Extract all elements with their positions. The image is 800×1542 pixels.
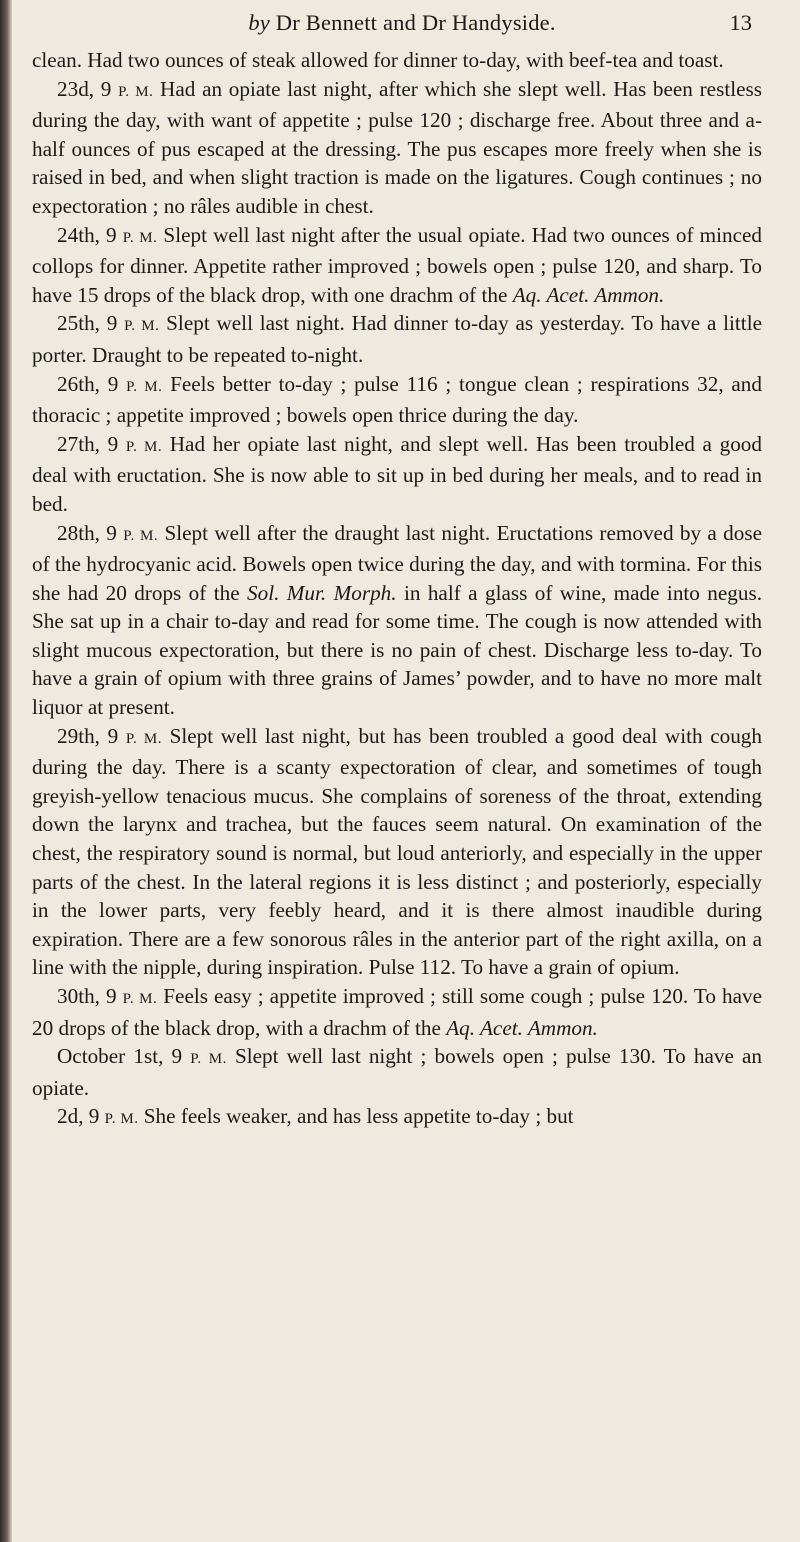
- entry-text: Feels better to-day ; pulse 116 ; tongue clean ; respirations 32, and thoracic ; appetite improved ; bowels open thrice during the day.: [32, 371, 762, 428]
- entry-italic-remedy: Sol. Mur. Morph.: [247, 580, 397, 605]
- entry-text: Had an opiate last night, after which she slept well. Has been restless during the day, with want of appetite ; pulse 120 ; discharge free. About three and a-half ounces of pus escaped at the dressing. The pus escapes more freely when she is raised in bed, and when slight traction is made on the ligatures. Cough continues ; no expectoration ; no râles audible in chest.: [32, 76, 762, 218]
- diary-entry-29th: [32, 722, 762, 982]
- entry-date: 2d, 9: [57, 1104, 105, 1129]
- running-title-prefix: by: [248, 10, 270, 35]
- entry-italic-remedy: Aq. Acet. Ammon.: [446, 1015, 598, 1040]
- entry-date: 24th, 9: [57, 222, 123, 247]
- entry-text: Feels easy ; appetite improved ; still some cough ; pulse 120. To have 20 drops of the black drop, with a drachm of the: [32, 984, 762, 1040]
- entry-date: 30th, 9: [57, 984, 123, 1008]
- entry-time: P. M.: [122, 991, 158, 1007]
- diary-entry-26th: [32, 370, 762, 430]
- entry-time: P. M.: [125, 438, 163, 455]
- entry-italic-remedy: Aq. Acet. Ammon.: [512, 282, 665, 307]
- entry-time: P. M.: [123, 527, 159, 544]
- paragraph-text: clean. Had two ounces of steak allowed for dinner to-day, with beef-tea and toast.: [32, 48, 724, 72]
- entry-time: P. M.: [122, 229, 158, 246]
- running-title-authors: Dr Bennett and Dr Handyside.: [269, 10, 556, 35]
- diary-entry-october-1st: [32, 1042, 762, 1102]
- entry-text: She feels weaker, and has less appetite to-day ; but: [138, 1104, 574, 1129]
- book-binding-edge: [0, 0, 12, 1542]
- entry-date: 27th, 9: [57, 431, 126, 456]
- entry-date: 29th, 9: [57, 723, 126, 748]
- diary-entry-27th: [32, 430, 762, 519]
- diary-entry-2d: [24, 1102, 780, 1134]
- entry-date: 25th, 9: [57, 311, 125, 336]
- entry-text: Had her opiate last night, and slept well. Has been troubled a good deal with eructation. She is now able to sit up in bed during her meals, and to read in bed.: [32, 431, 762, 516]
- page-number: 13: [729, 10, 752, 35]
- entry-text: Slept well after the draught last night. Eructations removed by a dose of the hydrocyanic acid. Bowels open twice during the day, and with tormina. For this she had 20 drops of the: [32, 520, 763, 605]
- diary-entry-28th: [32, 519, 762, 722]
- entry-text: Slept well last night, but has been troubled a good deal with cough during the day. There is a scanty expectoration of clear, and sometimes of tough greyish-yellow tenacious mucus. She complains of soreness of the throat, extending down the larynx and trachea, but the fauces seem natural. On examination of the chest, the respiratory sound is normal, but loud anteriorly, and especially in the upper parts of the chest. In the lateral regions it is less distinct ; and posteriorly, especially in the lower parts, very feebly heard, and it is there almost inaudible during expiration. There are a few sonorous râles in the anterior part of the right axilla, on a line with the nipple, during inspiration. Pulse 112. To have a grain of opium.: [32, 723, 762, 980]
- diary-entry-30th: [32, 982, 762, 1042]
- case-notes-body: [24, 46, 780, 1102]
- entry-date: 28th, 9: [57, 520, 124, 545]
- running-title: [24, 10, 780, 36]
- entry-text-continued: in half a glass of wine, made into negus. She sat up in a chair to-day and read for some time. The cough is now attended with slight mucous expectoration, but there is no pain of chest. Discharge less to-day. To have a grain of opium with three grains of James’ powder, and to have no more malt liquor at present.: [32, 580, 763, 720]
- entry-time: P. M.: [124, 318, 160, 335]
- entry-time: P. M.: [104, 1111, 139, 1128]
- entry-date: 26th, 9: [57, 371, 127, 396]
- entry-time: P. M.: [118, 83, 154, 100]
- running-head: [24, 0, 780, 46]
- continued-paragraph: [32, 46, 762, 75]
- book-page: [24, 0, 780, 1542]
- diary-entry-24th: [32, 221, 762, 310]
- diary-entry-25th: [32, 309, 762, 369]
- entry-text: Slept well last night. Had dinner to-day as yesterday. To have a little porter. Draught to be repeated to-night.: [32, 311, 762, 367]
- diary-entry-23d: [32, 75, 762, 221]
- entry-text: Slept well last night ; bowels open ; pulse 130. To have an opiate.: [32, 1044, 762, 1100]
- entry-time: P. M.: [125, 730, 162, 747]
- entry-date: 23d, 9: [57, 76, 119, 101]
- entry-time: P. M.: [190, 1051, 227, 1068]
- entry-time: P. M.: [126, 378, 163, 395]
- entry-text: Slept well last night after the usual opiate. Had two ounces of minced collops for dinner. Appetite rather improved ; bowels open ; pulse 120, and sharp. To have 15 drops of the black drop, with one drachm of the: [32, 222, 762, 307]
- entry-date: October 1st, 9: [57, 1044, 191, 1069]
